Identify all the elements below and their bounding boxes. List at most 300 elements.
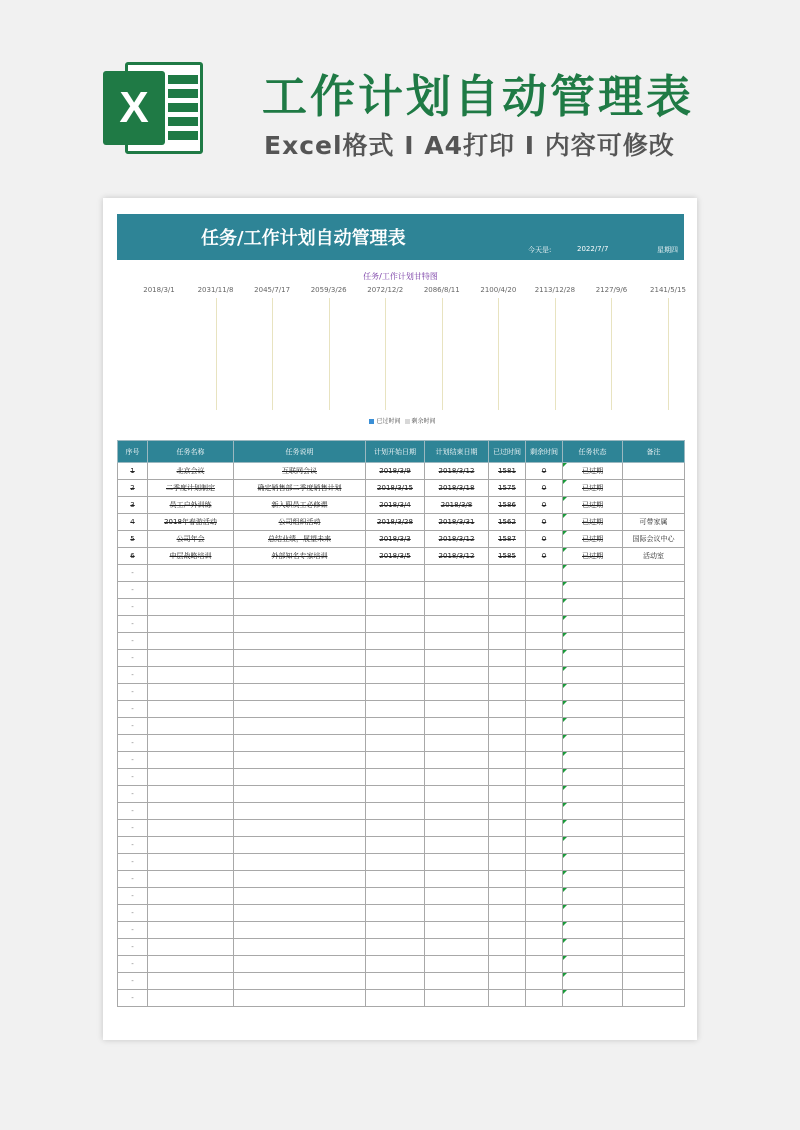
table-cell[interactable]: - xyxy=(118,565,148,582)
table-cell[interactable] xyxy=(563,667,623,684)
table-cell[interactable] xyxy=(425,803,489,820)
table-row[interactable] xyxy=(118,735,685,752)
table-cell[interactable] xyxy=(425,633,489,650)
table-cell[interactable] xyxy=(148,803,234,820)
table-cell[interactable] xyxy=(489,939,526,956)
table-cell[interactable] xyxy=(366,735,425,752)
table-cell[interactable] xyxy=(425,820,489,837)
table-cell[interactable]: - xyxy=(118,769,148,786)
table-row[interactable] xyxy=(118,684,685,701)
table-cell[interactable] xyxy=(425,701,489,718)
table-cell[interactable] xyxy=(234,956,366,973)
column-header[interactable]: 备注 xyxy=(623,441,685,463)
table-cell[interactable] xyxy=(366,871,425,888)
table-cell[interactable]: 国际会议中心 xyxy=(623,531,685,548)
table-cell[interactable] xyxy=(526,854,563,871)
table-row[interactable] xyxy=(118,786,685,803)
table-row[interactable] xyxy=(118,514,685,531)
table-cell[interactable] xyxy=(234,939,366,956)
table-cell[interactable] xyxy=(234,888,366,905)
table-cell[interactable]: 活动室 xyxy=(623,548,685,565)
table-cell[interactable]: - xyxy=(118,735,148,752)
table-cell[interactable] xyxy=(489,684,526,701)
table-cell[interactable] xyxy=(489,888,526,905)
table-row[interactable] xyxy=(118,718,685,735)
table-cell[interactable]: 可带家属 xyxy=(623,514,685,531)
table-cell[interactable]: 2018/3/3 xyxy=(366,531,425,548)
table-cell[interactable] xyxy=(526,582,563,599)
table-cell[interactable] xyxy=(623,701,685,718)
table-row[interactable] xyxy=(118,939,685,956)
table-cell[interactable]: - xyxy=(118,616,148,633)
table-cell[interactable] xyxy=(563,582,623,599)
table-cell[interactable] xyxy=(563,956,623,973)
table-cell[interactable] xyxy=(234,854,366,871)
table-cell[interactable]: - xyxy=(118,871,148,888)
table-cell[interactable] xyxy=(563,565,623,582)
table-cell[interactable] xyxy=(563,616,623,633)
table-cell[interactable]: - xyxy=(118,650,148,667)
table-cell[interactable]: 新入职员工必修课 xyxy=(234,497,366,514)
table-cell[interactable] xyxy=(623,718,685,735)
table-cell[interactable] xyxy=(366,888,425,905)
table-cell[interactable]: 公司年会 xyxy=(148,531,234,548)
table-cell[interactable] xyxy=(563,701,623,718)
table-cell[interactable] xyxy=(366,769,425,786)
table-cell[interactable] xyxy=(366,701,425,718)
table-cell[interactable] xyxy=(563,752,623,769)
table-row[interactable] xyxy=(118,990,685,1007)
table-cell[interactable] xyxy=(234,837,366,854)
table-cell[interactable] xyxy=(623,820,685,837)
table-cell[interactable] xyxy=(563,769,623,786)
table-cell[interactable]: - xyxy=(118,633,148,650)
table-cell[interactable] xyxy=(234,752,366,769)
table-cell[interactable]: - xyxy=(118,905,148,922)
table-cell[interactable] xyxy=(489,616,526,633)
table-cell[interactable] xyxy=(489,565,526,582)
table-cell[interactable] xyxy=(148,735,234,752)
table-cell[interactable] xyxy=(623,752,685,769)
table-cell[interactable] xyxy=(148,752,234,769)
table-cell[interactable] xyxy=(623,565,685,582)
table-cell[interactable] xyxy=(623,667,685,684)
table-cell[interactable] xyxy=(366,633,425,650)
table-cell[interactable]: 总结业绩，展望未来 xyxy=(234,531,366,548)
table-cell[interactable] xyxy=(366,854,425,871)
table-cell[interactable] xyxy=(366,752,425,769)
table-cell[interactable]: 2018/3/5 xyxy=(366,548,425,565)
table-cell[interactable] xyxy=(563,735,623,752)
table-row[interactable] xyxy=(118,650,685,667)
table-cell[interactable] xyxy=(489,905,526,922)
table-cell[interactable] xyxy=(234,922,366,939)
table-cell[interactable] xyxy=(425,650,489,667)
table-cell[interactable]: - xyxy=(118,956,148,973)
column-header[interactable]: 任务状态 xyxy=(563,441,623,463)
table-cell[interactable] xyxy=(623,480,685,497)
table-cell[interactable]: 4 xyxy=(118,514,148,531)
table-cell[interactable] xyxy=(148,956,234,973)
table-cell[interactable] xyxy=(526,684,563,701)
table-cell[interactable] xyxy=(148,650,234,667)
table-cell[interactable] xyxy=(425,599,489,616)
table-cell[interactable] xyxy=(366,905,425,922)
table-cell[interactable] xyxy=(366,599,425,616)
table-cell[interactable]: 2018/3/15 xyxy=(366,480,425,497)
table-cell[interactable] xyxy=(623,871,685,888)
table-cell[interactable]: - xyxy=(118,820,148,837)
table-cell[interactable] xyxy=(148,667,234,684)
table-cell[interactable] xyxy=(148,633,234,650)
table-cell[interactable] xyxy=(526,990,563,1007)
table-cell[interactable] xyxy=(234,633,366,650)
table-row[interactable] xyxy=(118,854,685,871)
table-cell[interactable]: - xyxy=(118,837,148,854)
table-cell[interactable] xyxy=(425,922,489,939)
table-cell[interactable] xyxy=(489,803,526,820)
table-cell[interactable]: - xyxy=(118,803,148,820)
table-cell[interactable] xyxy=(366,565,425,582)
table-cell[interactable]: 5 xyxy=(118,531,148,548)
table-cell[interactable] xyxy=(425,684,489,701)
table-cell[interactable] xyxy=(563,871,623,888)
table-cell[interactable] xyxy=(425,871,489,888)
table-cell[interactable] xyxy=(526,650,563,667)
table-cell[interactable]: 2018/3/31 xyxy=(425,514,489,531)
table-cell[interactable] xyxy=(425,888,489,905)
table-cell[interactable] xyxy=(489,973,526,990)
table-cell[interactable] xyxy=(623,973,685,990)
table-row[interactable] xyxy=(118,820,685,837)
table-row[interactable] xyxy=(118,480,685,497)
table-cell[interactable] xyxy=(366,837,425,854)
table-cell[interactable] xyxy=(366,667,425,684)
table-cell[interactable]: - xyxy=(118,718,148,735)
table-cell[interactable] xyxy=(366,922,425,939)
table-cell[interactable] xyxy=(366,650,425,667)
table-cell[interactable] xyxy=(148,769,234,786)
table-cell[interactable]: 3 xyxy=(118,497,148,514)
table-cell[interactable]: 互联网会议 xyxy=(234,463,366,480)
table-cell[interactable] xyxy=(489,752,526,769)
table-cell[interactable] xyxy=(234,667,366,684)
table-row[interactable] xyxy=(118,973,685,990)
table-cell[interactable]: 0 xyxy=(526,480,563,497)
table-row[interactable] xyxy=(118,956,685,973)
table-cell[interactable] xyxy=(234,616,366,633)
table-cell[interactable] xyxy=(526,871,563,888)
table-cell[interactable] xyxy=(489,599,526,616)
table-cell[interactable]: 北京会议 xyxy=(148,463,234,480)
table-cell[interactable] xyxy=(563,599,623,616)
table-cell[interactable] xyxy=(563,922,623,939)
table-cell[interactable] xyxy=(526,616,563,633)
table-cell[interactable]: 2018/3/18 xyxy=(425,480,489,497)
table-cell[interactable] xyxy=(234,701,366,718)
table-cell[interactable] xyxy=(489,718,526,735)
table-cell[interactable] xyxy=(148,599,234,616)
table-cell[interactable] xyxy=(563,905,623,922)
table-cell[interactable]: 0 xyxy=(526,463,563,480)
table-row[interactable] xyxy=(118,701,685,718)
table-cell[interactable] xyxy=(489,990,526,1007)
table-cell[interactable] xyxy=(623,888,685,905)
table-cell[interactable]: 公司组织活动 xyxy=(234,514,366,531)
table-cell[interactable] xyxy=(148,922,234,939)
table-cell[interactable] xyxy=(425,990,489,1007)
table-cell[interactable]: 1585 xyxy=(489,548,526,565)
table-cell[interactable] xyxy=(425,973,489,990)
table-cell[interactable]: 已过期 xyxy=(563,463,623,480)
table-cell[interactable] xyxy=(148,905,234,922)
table-cell[interactable] xyxy=(489,922,526,939)
table-cell[interactable] xyxy=(623,956,685,973)
table-cell[interactable] xyxy=(526,718,563,735)
table-row[interactable] xyxy=(118,633,685,650)
table-row[interactable] xyxy=(118,599,685,616)
table-cell[interactable] xyxy=(366,990,425,1007)
table-cell[interactable]: 0 xyxy=(526,514,563,531)
table-cell[interactable] xyxy=(526,701,563,718)
table-cell[interactable] xyxy=(623,735,685,752)
table-cell[interactable] xyxy=(425,616,489,633)
table-row[interactable] xyxy=(118,463,685,480)
table-cell[interactable] xyxy=(623,786,685,803)
table-cell[interactable] xyxy=(234,735,366,752)
table-cell[interactable] xyxy=(148,718,234,735)
table-cell[interactable]: - xyxy=(118,582,148,599)
table-row[interactable] xyxy=(118,769,685,786)
table-cell[interactable] xyxy=(148,820,234,837)
table-cell[interactable] xyxy=(526,735,563,752)
table-cell[interactable] xyxy=(425,565,489,582)
table-cell[interactable] xyxy=(366,684,425,701)
table-cell[interactable]: - xyxy=(118,922,148,939)
table-cell[interactable] xyxy=(526,888,563,905)
table-cell[interactable] xyxy=(526,803,563,820)
table-cell[interactable] xyxy=(489,956,526,973)
table-cell[interactable] xyxy=(234,565,366,582)
table-cell[interactable] xyxy=(366,956,425,973)
table-cell[interactable] xyxy=(563,888,623,905)
table-cell[interactable] xyxy=(425,769,489,786)
table-cell[interactable] xyxy=(366,718,425,735)
table-cell[interactable] xyxy=(148,786,234,803)
table-cell[interactable] xyxy=(366,820,425,837)
table-row[interactable] xyxy=(118,888,685,905)
table-cell[interactable]: - xyxy=(118,990,148,1007)
table-cell[interactable] xyxy=(148,939,234,956)
table-cell[interactable]: 1575 xyxy=(489,480,526,497)
table-cell[interactable] xyxy=(148,565,234,582)
table-cell[interactable] xyxy=(563,718,623,735)
table-cell[interactable] xyxy=(148,871,234,888)
table-cell[interactable]: 员工户外训练 xyxy=(148,497,234,514)
table-cell[interactable] xyxy=(623,497,685,514)
table-cell[interactable] xyxy=(623,463,685,480)
table-cell[interactable]: 中层战略培训 xyxy=(148,548,234,565)
table-row[interactable] xyxy=(118,531,685,548)
table-cell[interactable] xyxy=(623,599,685,616)
table-cell[interactable] xyxy=(623,854,685,871)
table-cell[interactable] xyxy=(526,922,563,939)
table-cell[interactable]: 二季度计划制定 xyxy=(148,480,234,497)
table-cell[interactable] xyxy=(563,633,623,650)
table-cell[interactable]: - xyxy=(118,684,148,701)
table-cell[interactable]: 1587 xyxy=(489,531,526,548)
table-cell[interactable]: 2018年春游活动 xyxy=(148,514,234,531)
table-cell[interactable] xyxy=(563,650,623,667)
table-row[interactable] xyxy=(118,497,685,514)
table-cell[interactable] xyxy=(526,973,563,990)
table-cell[interactable]: 0 xyxy=(526,548,563,565)
table-cell[interactable] xyxy=(623,803,685,820)
table-cell[interactable] xyxy=(563,939,623,956)
table-cell[interactable] xyxy=(623,990,685,1007)
table-cell[interactable]: 2 xyxy=(118,480,148,497)
table-cell[interactable] xyxy=(489,871,526,888)
table-cell[interactable]: 1 xyxy=(118,463,148,480)
table-cell[interactable]: 2018/3/12 xyxy=(425,531,489,548)
table-cell[interactable] xyxy=(425,786,489,803)
table-cell[interactable] xyxy=(366,973,425,990)
table-cell[interactable]: 6 xyxy=(118,548,148,565)
table-cell[interactable] xyxy=(526,939,563,956)
table-cell[interactable]: 已过期 xyxy=(563,531,623,548)
table-cell[interactable] xyxy=(234,905,366,922)
table-cell[interactable]: - xyxy=(118,752,148,769)
table-row[interactable] xyxy=(118,905,685,922)
table-cell[interactable] xyxy=(526,769,563,786)
table-cell[interactable] xyxy=(526,667,563,684)
table-cell[interactable] xyxy=(425,854,489,871)
table-cell[interactable] xyxy=(563,803,623,820)
table-cell[interactable]: 2018/3/9 xyxy=(366,463,425,480)
table-row[interactable] xyxy=(118,667,685,684)
table-cell[interactable] xyxy=(563,854,623,871)
column-header[interactable]: 计划结束日期 xyxy=(425,441,489,463)
table-cell[interactable] xyxy=(234,786,366,803)
table-cell[interactable] xyxy=(366,616,425,633)
table-cell[interactable]: - xyxy=(118,939,148,956)
table-cell[interactable] xyxy=(526,956,563,973)
table-cell[interactable] xyxy=(623,837,685,854)
table-cell[interactable] xyxy=(489,582,526,599)
table-cell[interactable]: - xyxy=(118,888,148,905)
table-cell[interactable] xyxy=(425,667,489,684)
table-cell[interactable] xyxy=(526,565,563,582)
table-cell[interactable] xyxy=(148,990,234,1007)
table-cell[interactable] xyxy=(148,582,234,599)
table-cell[interactable] xyxy=(425,752,489,769)
table-cell[interactable] xyxy=(234,650,366,667)
table-cell[interactable] xyxy=(489,820,526,837)
column-header[interactable]: 序号 xyxy=(118,441,148,463)
table-cell[interactable] xyxy=(489,701,526,718)
table-cell[interactable] xyxy=(234,990,366,1007)
table-cell[interactable]: 确定销售部二季度销售计划 xyxy=(234,480,366,497)
table-cell[interactable]: 0 xyxy=(526,531,563,548)
table-cell[interactable] xyxy=(623,633,685,650)
table-cell[interactable]: - xyxy=(118,701,148,718)
table-cell[interactable] xyxy=(234,582,366,599)
table-cell[interactable]: 0 xyxy=(526,497,563,514)
table-cell[interactable]: 已过期 xyxy=(563,497,623,514)
table-cell[interactable]: 2018/3/12 xyxy=(425,463,489,480)
table-cell[interactable] xyxy=(148,888,234,905)
table-cell[interactable] xyxy=(148,701,234,718)
table-cell[interactable] xyxy=(425,582,489,599)
table-cell[interactable] xyxy=(623,905,685,922)
table-cell[interactable]: 1586 xyxy=(489,497,526,514)
table-row[interactable] xyxy=(118,837,685,854)
table-cell[interactable] xyxy=(148,616,234,633)
column-header[interactable]: 任务说明 xyxy=(234,441,366,463)
table-cell[interactable]: - xyxy=(118,599,148,616)
table-cell[interactable] xyxy=(489,633,526,650)
table-cell[interactable] xyxy=(234,871,366,888)
table-row[interactable] xyxy=(118,582,685,599)
table-cell[interactable]: - xyxy=(118,854,148,871)
table-cell[interactable] xyxy=(425,939,489,956)
table-cell[interactable] xyxy=(526,837,563,854)
table-cell[interactable] xyxy=(234,973,366,990)
table-row[interactable] xyxy=(118,548,685,565)
table-row[interactable] xyxy=(118,922,685,939)
table-cell[interactable] xyxy=(425,905,489,922)
table-cell[interactable] xyxy=(489,735,526,752)
table-cell[interactable] xyxy=(623,922,685,939)
table-cell[interactable] xyxy=(526,820,563,837)
column-header[interactable]: 计划开始日期 xyxy=(366,441,425,463)
table-row[interactable] xyxy=(118,803,685,820)
table-cell[interactable]: 已过期 xyxy=(563,514,623,531)
table-cell[interactable] xyxy=(425,735,489,752)
table-cell[interactable]: 已过期 xyxy=(563,480,623,497)
table-cell[interactable] xyxy=(563,973,623,990)
table-row[interactable] xyxy=(118,616,685,633)
table-cell[interactable]: 1562 xyxy=(489,514,526,531)
table-cell[interactable] xyxy=(489,667,526,684)
table-cell[interactable] xyxy=(148,684,234,701)
table-cell[interactable] xyxy=(425,837,489,854)
table-cell[interactable]: 2018/3/12 xyxy=(425,548,489,565)
table-cell[interactable] xyxy=(623,616,685,633)
table-cell[interactable] xyxy=(563,786,623,803)
table-cell[interactable] xyxy=(489,786,526,803)
table-cell[interactable] xyxy=(563,684,623,701)
table-cell[interactable] xyxy=(489,837,526,854)
table-cell[interactable] xyxy=(526,752,563,769)
table-cell[interactable]: 1581 xyxy=(489,463,526,480)
table-cell[interactable] xyxy=(489,769,526,786)
table-cell[interactable] xyxy=(526,905,563,922)
table-cell[interactable] xyxy=(489,650,526,667)
table-row[interactable] xyxy=(118,871,685,888)
table-cell[interactable]: 2018/3/8 xyxy=(425,497,489,514)
table-cell[interactable] xyxy=(148,854,234,871)
table-cell[interactable] xyxy=(425,718,489,735)
table-cell[interactable] xyxy=(148,837,234,854)
table-cell[interactable] xyxy=(366,803,425,820)
table-row[interactable] xyxy=(118,752,685,769)
table-cell[interactable]: 外部知名专家培训 xyxy=(234,548,366,565)
table-cell[interactable] xyxy=(563,837,623,854)
table-cell[interactable]: 2018/3/4 xyxy=(366,497,425,514)
column-header[interactable]: 已过时间 xyxy=(489,441,526,463)
table-cell[interactable] xyxy=(234,718,366,735)
